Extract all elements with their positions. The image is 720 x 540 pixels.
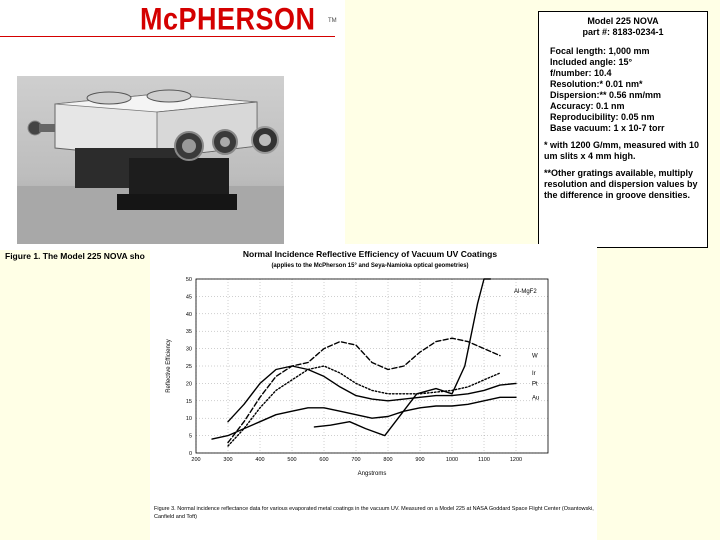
x-axis-label: Angstroms [357, 471, 387, 477]
chart-subtitle: (applies to the McPherson 15° and Seya-Namioka optical geometries) [271, 263, 469, 269]
series-label-pt: Pt [532, 381, 538, 388]
x-tick-label: 800 [383, 457, 393, 463]
series-label-w: W [532, 353, 538, 360]
spec-list [544, 46, 702, 134]
y-tick-label: 5 [188, 433, 192, 440]
figure1-caption: Figure 1. The Model 225 NOVA sho [5, 251, 145, 261]
spec-note-gratings: **Other gratings available, multiply resolution and dispersion values by the difference in groove densities. [544, 168, 698, 200]
series-line-pt [228, 366, 516, 422]
y-tick-label: 40 [185, 311, 192, 318]
spec-item: Included angle: 15° [550, 57, 633, 67]
x-tick-label: 300 [223, 457, 233, 463]
spec-title: Model 225 NOVA [587, 16, 659, 26]
y-tick-label: 20 [185, 381, 192, 388]
y-axis-label: Reflective Efficiency [166, 339, 172, 393]
x-tick-label: 1100 [478, 457, 490, 463]
spec-item: Reproducibility: 0.05 nm [550, 112, 655, 122]
y-tick-label: 25 [185, 364, 192, 370]
monochromator-illustration [17, 76, 284, 244]
spec-item: Accuracy: 0.1 nm [550, 101, 625, 111]
chart-panel [150, 244, 597, 540]
logo-underline [0, 36, 335, 37]
y-tick-label: 10 [185, 416, 192, 423]
monochromator-photo [17, 76, 284, 244]
efficiency-chart [150, 244, 597, 499]
x-tick-label: 200 [191, 457, 201, 463]
y-tick-label: 15 [185, 398, 192, 405]
x-tick-label: 500 [287, 457, 297, 463]
x-tick-label: 900 [415, 457, 425, 463]
spec-box [538, 11, 708, 248]
series-line-w [228, 338, 500, 442]
series-label-al-mgf2: Al-MgF2 [514, 288, 537, 295]
y-tick-label: 0 [188, 451, 192, 457]
spec-item: f/number: 10.4 [550, 68, 612, 78]
background-gap [345, 0, 527, 250]
spec-item: Resolution:* 0.01 nm* [550, 79, 643, 89]
y-tick-label: 35 [185, 329, 192, 336]
mcpherson-logo: McPHERSON [140, 2, 316, 37]
spec-item: Dispersion:** 0.56 nm/mm [550, 90, 662, 100]
y-tick-label: 50 [185, 277, 192, 283]
x-tick-label: 1200 [509, 457, 523, 463]
spec-item: Base vacuum: 1 x 10-7 torr [550, 123, 665, 133]
figure3-caption: Figure 3. Normal incidence reflectance data for various evaporated metal coatings in the vacuum UV. Measured on a Model 225 at NASA Goddard Space Flight Center (Osantowski, Canfield and Toft) [154, 506, 594, 520]
y-tick-label: 45 [185, 294, 192, 301]
logo-trademark: TM [328, 18, 337, 24]
x-tick-label: 600 [319, 457, 329, 463]
chart-title: Normal Incidence Reflective Efficiency of Vacuum UV Coatings [242, 249, 498, 259]
spec-part-number: part #: 8183-0234-1 [582, 27, 664, 37]
series-label-au: Au [532, 395, 540, 402]
x-tick-label: 400 [255, 457, 265, 463]
y-tick-label: 30 [185, 346, 192, 353]
x-tick-label: 1000 [445, 457, 459, 463]
spec-item: Focal length: 1,000 mm [550, 46, 650, 56]
series-label-ir: Ir [532, 370, 536, 377]
x-tick-label: 700 [351, 457, 361, 463]
spec-note-resolution: * with 1200 G/mm, measured with 10 um slits x 4 mm high. [544, 140, 700, 161]
